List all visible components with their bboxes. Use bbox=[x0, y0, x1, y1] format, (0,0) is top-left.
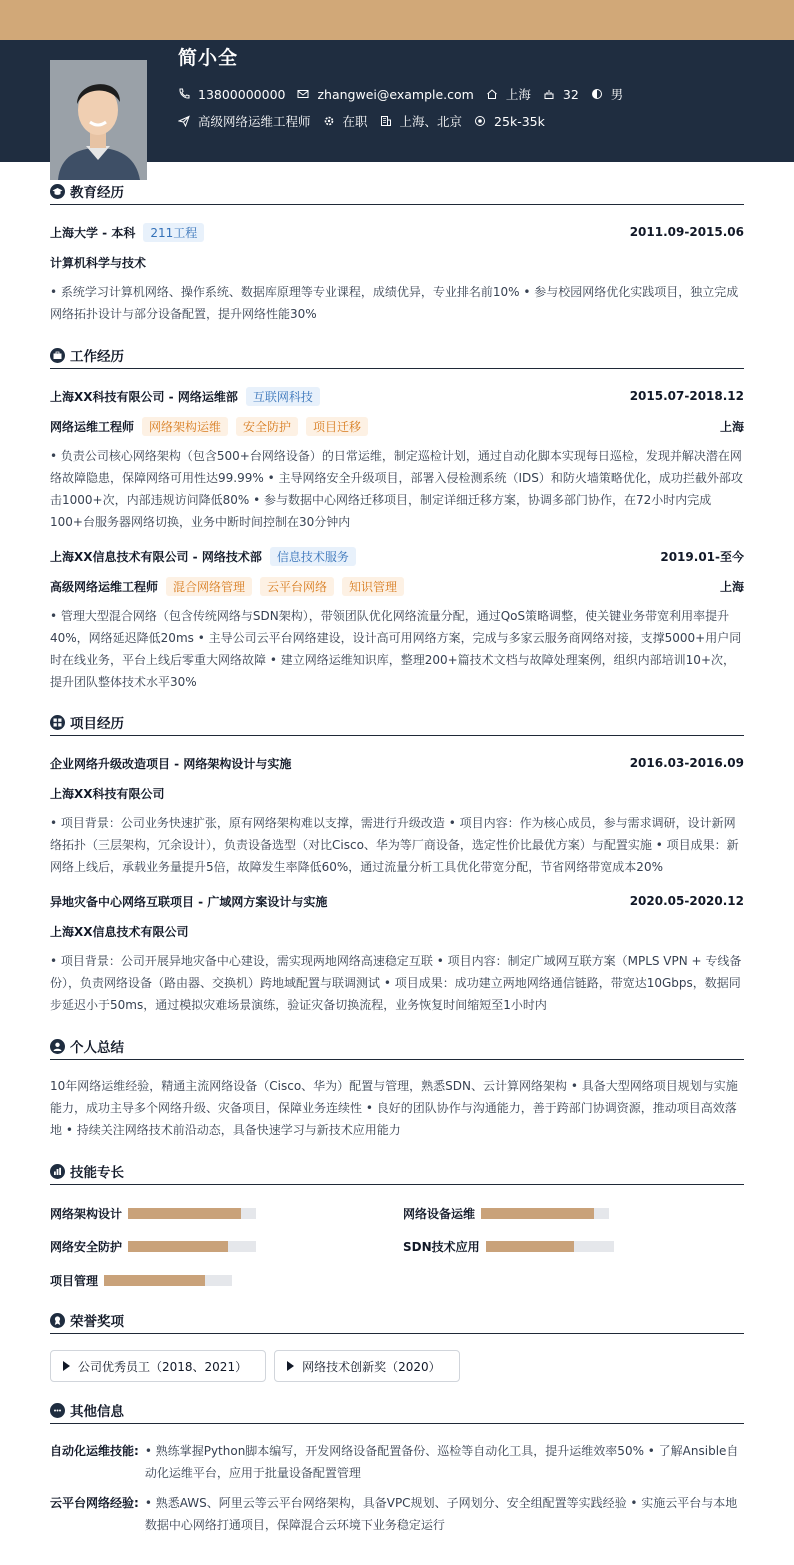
project-company-line bbox=[50, 918, 744, 944]
coin-icon bbox=[474, 115, 486, 127]
other-heading: 其他信息 bbox=[50, 1397, 744, 1424]
bar-chart-icon bbox=[50, 1164, 65, 1179]
other-item bbox=[50, 1440, 744, 1484]
industry-tag: 互联网科技 bbox=[246, 387, 320, 406]
skills-list bbox=[50, 1185, 744, 1295]
project-desc: • 项目背景：公司开展异地灾备中心建设，需实现两地网络高速稳定互联 • 项目内容：制定广域网互联方案（MPLS VPN + 专线备份），负责网络设备（路由器、交换机）跨地域配置与联调测试 • 项目成果：成功建立两地网络通信链路，带宽达10Gbps，数据同步延迟小于50ms，通过模拟灾难场景演练，验证灾备切换流程，业务恢复时间缩短至1小时内 bbox=[50, 954, 742, 1012]
gear-icon bbox=[323, 115, 335, 127]
education-item bbox=[50, 219, 744, 245]
age-item bbox=[543, 87, 579, 102]
skill-name: 项目管理 bbox=[50, 1274, 99, 1288]
project-desc: • 项目背景：公司业务快速扩张，原有网络架构难以支撑，需进行升级改造 • 项目内容：作为核心成员，参与需求调研，设计新网络拓扑（三层架构，冗余设计），负责设备选型（对比Cisco、华为等厂商设备，选定性价比最优方案）与配置实施 • 项目成果：新网络上线后，承载业务量提升5倍，故障发生率降低60%，通过流量分析工具优化带宽分配，节省网络带宽成本20% bbox=[50, 816, 739, 874]
other-text: • 熟悉AWS、阿里云等云平台网络架构，具备VPC规划、子网划分、安全组配置等实践经验 • 实施云平台与本地数据中心网络打通项目，保障混合云环境下业务稳定运行 bbox=[144, 1496, 738, 1532]
graduation-cap-icon bbox=[50, 184, 65, 199]
school-name: 上海大学 - 本科 bbox=[50, 225, 136, 240]
project-name: 异地灾备中心网络互联项目 - 广域网方案设计与实施 bbox=[50, 894, 328, 909]
skill-fill bbox=[486, 1241, 574, 1252]
skill-name: 网络设备运维 bbox=[403, 1207, 476, 1221]
major: 计算机科学与技术 bbox=[50, 255, 147, 270]
work-date: 2015.07-2018.12 bbox=[629, 389, 744, 403]
status-text: 在职 bbox=[342, 114, 368, 129]
user-icon bbox=[50, 1039, 65, 1054]
work-desc: • 管理大型混合网络（包含传统网络与SDN架构），带领团队优化网络流量分配，通过QoS策略调整，使关键业务带宽利用率提升40%，网络延迟降低20ms • 主导公司云平台网络建设，设计高可用网络方案，完成与多家云服务商网络对接，支撑5000+用户同时在线业务，平台上线后零重大网络故障 • 建立网络运维知识库，整理200+篇技术文档与故障处理案例，组织内部培训10+次，提升团队整体技术水平30% bbox=[50, 609, 742, 689]
project-date: 2016.03-2016.09 bbox=[629, 756, 744, 770]
skill-bar bbox=[481, 1208, 609, 1219]
projects-heading: 项目经历 bbox=[50, 709, 744, 736]
role: 网络运维工程师 bbox=[50, 419, 135, 434]
major-line bbox=[50, 249, 744, 275]
triangle-icon bbox=[63, 1361, 70, 1371]
skills-heading: 技能专长 bbox=[50, 1158, 744, 1185]
building-icon bbox=[380, 115, 392, 127]
skill-tag: 安全防护 bbox=[236, 417, 298, 436]
skill-bar bbox=[104, 1275, 232, 1286]
status-item bbox=[323, 112, 368, 130]
cake-icon bbox=[543, 88, 555, 100]
project-name: 企业网络升级改造项目 - 网络架构设计与实施 bbox=[50, 756, 292, 771]
avatar bbox=[50, 60, 147, 180]
city-text: 上海 bbox=[505, 87, 531, 102]
skill-bar bbox=[486, 1241, 614, 1252]
skill-item bbox=[50, 1238, 256, 1255]
education-date: 2011.09-2015.06 bbox=[629, 225, 744, 239]
skill-item bbox=[403, 1205, 609, 1222]
skill-name: 网络架构设计 bbox=[50, 1207, 123, 1221]
phone-text[interactable]: 13800000000 bbox=[198, 86, 286, 102]
gender-icon bbox=[591, 88, 603, 100]
education-desc: • 系统学习计算机网络、操作系统、数据库原理等专业课程，成绩优异，专业排名前10% • 参与校园网络优化实践项目，独立完成网络拓扑设计与部分设备配置，提升网络性能30% bbox=[50, 285, 739, 321]
phone-item bbox=[178, 87, 285, 102]
city-item bbox=[486, 85, 531, 103]
skill-name: 网络安全防护 bbox=[50, 1240, 123, 1254]
company-name: 上海XX信息技术有限公司 - 网络技术部 bbox=[50, 549, 262, 564]
work-desc: • 负责公司核心网络架构（包含500+台网络设备）的日常运维，制定巡检计划，通过自动化脚本实现每日巡检，发现并解决潜在网络故障隐患，保障网络可用性达99.99% • 主导网络安全升级项目，部署入侵检测系统（IDS）和防火墙策略优化，成功拦截外部攻击1000+次，内部违规访问降低80% • 参与数据中心网络迁移项目，制定详细迁移方案，协调多部门协作，在72小时内完成100+台服务器网络切换，业务中断时间控制在30分钟内 bbox=[50, 449, 743, 529]
work-city: 上海 bbox=[719, 579, 744, 594]
award-item: 公司优秀员工（2018、2021） bbox=[50, 1350, 266, 1382]
skill-item bbox=[50, 1272, 232, 1289]
skill-fill bbox=[104, 1275, 205, 1286]
skill-fill bbox=[128, 1241, 228, 1252]
salary-text: 25k-35k bbox=[494, 113, 545, 129]
email-text[interactable]: zhangwei@example.com bbox=[317, 86, 474, 102]
target-city-item bbox=[380, 112, 463, 130]
phone-icon bbox=[178, 88, 190, 100]
skill-tag: 云平台网络 bbox=[260, 577, 334, 596]
skill-fill bbox=[481, 1208, 594, 1219]
age-text: 32 bbox=[562, 86, 579, 102]
skill-item bbox=[403, 1238, 614, 1255]
candidate-name: 简小全 bbox=[178, 47, 239, 69]
work-city: 上海 bbox=[719, 419, 744, 434]
gender-text: 男 bbox=[610, 87, 624, 102]
other-label: 云平台网络经验: bbox=[50, 1496, 139, 1510]
education-heading: 教育经历 bbox=[50, 178, 744, 205]
project-header bbox=[50, 888, 744, 914]
summary-heading: 个人总结 bbox=[50, 1033, 744, 1060]
briefcase-icon bbox=[50, 348, 65, 363]
position-item bbox=[178, 112, 311, 130]
role: 高级网络运维工程师 bbox=[50, 579, 159, 594]
company-name: 上海XX科技有限公司 - 网络运维部 bbox=[50, 389, 238, 404]
skill-fill bbox=[128, 1208, 241, 1219]
skill-tag: 网络架构运维 bbox=[142, 417, 228, 436]
school-tag: 211工程 bbox=[143, 223, 204, 242]
top-accent-bar bbox=[0, 0, 794, 40]
target-city-text: 上海、北京 bbox=[399, 114, 463, 129]
skill-tag: 混合网络管理 bbox=[166, 577, 252, 596]
email-item bbox=[297, 87, 473, 102]
other-label: 自动化运维技能: bbox=[50, 1444, 139, 1458]
info-icon bbox=[50, 1403, 65, 1418]
skill-bar bbox=[128, 1241, 256, 1252]
grid-icon bbox=[50, 715, 65, 730]
project-company-line bbox=[50, 780, 744, 806]
work-heading: 工作经历 bbox=[50, 342, 744, 369]
project-date: 2020.05-2020.12 bbox=[629, 894, 744, 908]
contact-row bbox=[178, 85, 635, 103]
job-intent-row bbox=[178, 112, 557, 130]
resume-body bbox=[50, 178, 744, 1536]
gender-item bbox=[591, 85, 624, 103]
project-header bbox=[50, 750, 744, 776]
other-item bbox=[50, 1492, 744, 1536]
award-item: 网络技术创新奖（2020） bbox=[274, 1350, 460, 1382]
send-icon bbox=[178, 115, 190, 127]
position-text: 高级网络运维工程师 bbox=[198, 114, 311, 129]
salary-item bbox=[474, 114, 545, 129]
home-icon bbox=[486, 88, 498, 100]
awards-list bbox=[50, 1350, 744, 1382]
work-role-line bbox=[50, 413, 744, 439]
work-item-header bbox=[50, 383, 744, 409]
other-text: • 熟练掌握Python脚本编写，开发网络设备配置备份、巡检等自动化工具，提升运维效率50% • 了解Ansible自动化运维平台，应用于批量设备配置管理 bbox=[144, 1444, 739, 1480]
email-icon bbox=[297, 88, 309, 100]
skill-tag: 项目迁移 bbox=[306, 417, 368, 436]
project-company: 上海XX科技有限公司 bbox=[50, 786, 165, 801]
work-item-header bbox=[50, 543, 744, 569]
award-icon bbox=[50, 1313, 65, 1328]
work-role-line bbox=[50, 573, 744, 599]
awards-heading: 荣誉奖项 bbox=[50, 1307, 744, 1334]
skill-item bbox=[50, 1205, 256, 1222]
skill-tag: 知识管理 bbox=[342, 577, 404, 596]
project-company: 上海XX信息技术有限公司 bbox=[50, 924, 189, 939]
triangle-icon bbox=[287, 1361, 294, 1371]
skill-name: SDN技术应用 bbox=[403, 1240, 480, 1254]
skill-bar bbox=[128, 1208, 256, 1219]
work-date: 2019.01-至今 bbox=[660, 549, 744, 564]
industry-tag: 信息技术服务 bbox=[270, 547, 356, 566]
summary-text: 10年网络运维经验，精通主流网络设备（Cisco、华为）配置与管理，熟悉SDN、云计算网络架构 • 具备大型网络项目规划与实施能力，成功主导多个网络升级、灾备项目，保障业务连续性 • 良好的团队协作与沟通能力，善于跨部门协调资源，推动项目高效落地 • 持续关注网络技术前沿动态，具备快速学习与新技术应用能力 bbox=[50, 1079, 738, 1137]
